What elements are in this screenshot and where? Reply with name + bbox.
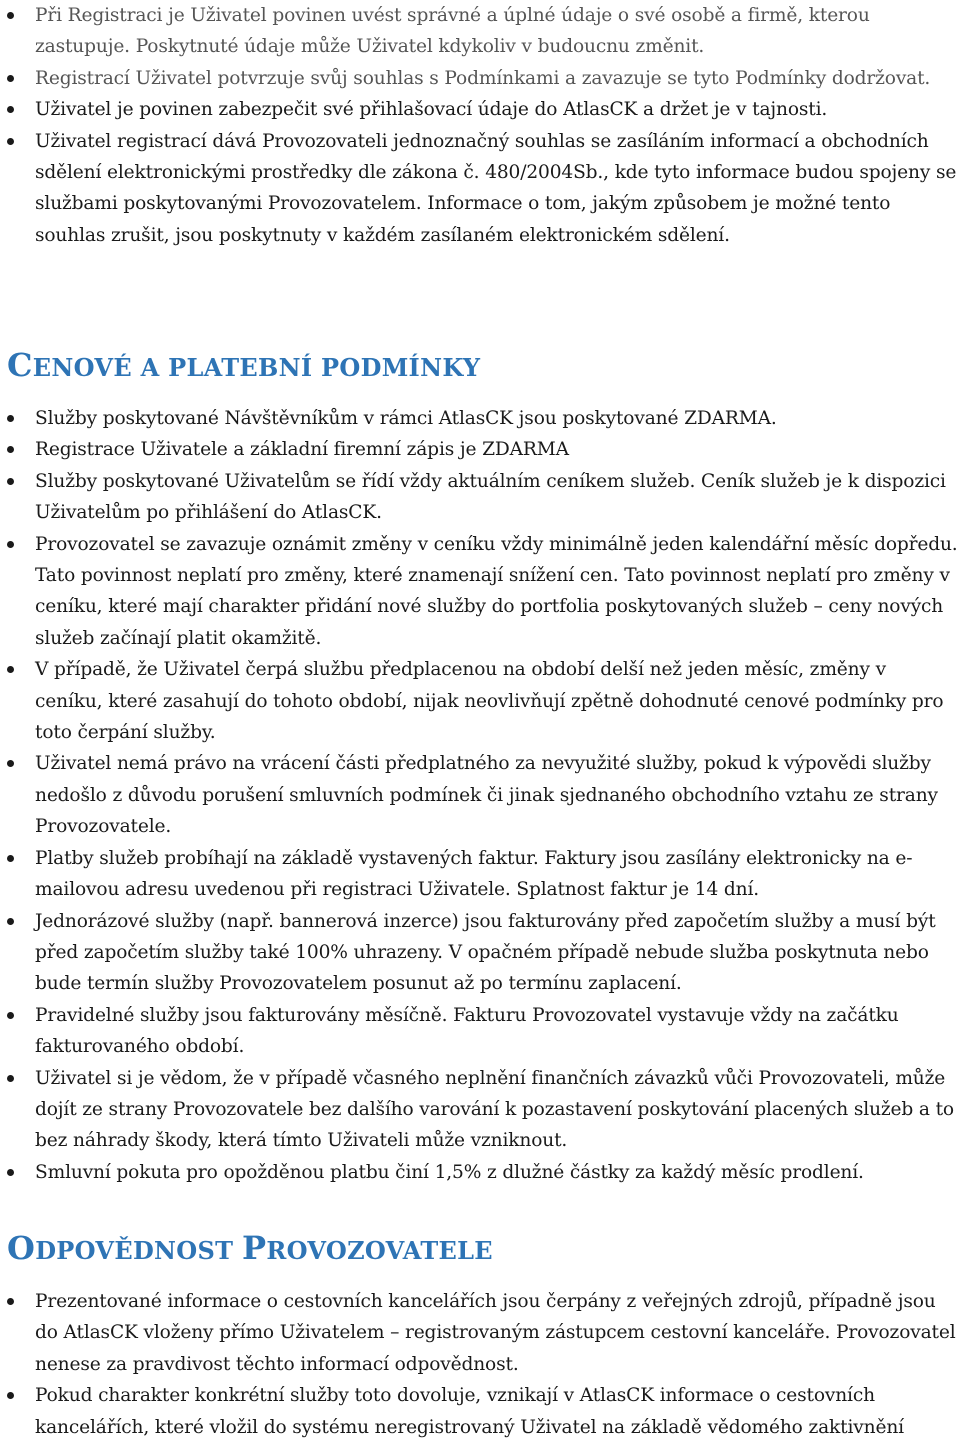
list-item-text-continued: , kde tyto informace budou spojeny se službami poskytovanými Provozovatelem. Informace o tom, jakým způsobem je možné tento souhlas zrušit, jsou poskytnuty v každém zasílaném elektronickém sdělení. xyxy=(35,162,957,246)
list-item xyxy=(0,529,960,655)
heading-rest: ENOVÉ A PLATEBNÍ PODMÍNKY xyxy=(32,353,481,382)
bullet-icon xyxy=(7,1298,14,1305)
list-item xyxy=(0,906,960,1000)
list-item xyxy=(0,1380,960,1443)
list-item xyxy=(0,434,960,465)
list-item xyxy=(0,843,960,906)
list-item-text: Pravidelné služby jsou fakturovány měsíčně. Fakturu Provozovatel vystavuje vždy na začátku fakturovaného období. xyxy=(35,1004,899,1058)
list-item-text: Platby služeb probíhají na základě vystavených faktur. Faktury jsou zasílány elektronicky na e-mailovou adresu uvedenou při registraci Uživatele. Splatnost faktur je 14 dní. xyxy=(35,847,913,901)
list-item-text: V případě, že Uživatel čerpá službu předplacenou na období delší než jeden měsíc, změny v ceníku, které zasahují do tohoto období, nijak neovlivňují zpětně dohodnuté cenové podmínky pro toto čerpání služby. xyxy=(35,659,944,744)
bullet-icon xyxy=(7,446,14,453)
list-item-text: Registrace Uživatele a základní firemní zápis je ZDARMA xyxy=(35,439,569,461)
list-item-text: Služby poskytované Uživatelům se řídí vždy aktuálním ceníkem služeb. Ceník služeb je k dispozici Uživatelům po přihlášení do AtlasCK. xyxy=(35,470,946,524)
bullet-icon xyxy=(7,1392,14,1399)
list-item xyxy=(0,1286,960,1380)
heading-initial-2: P xyxy=(241,1229,267,1267)
section-heading-liability xyxy=(0,1229,493,1267)
list-item-text: Pokud charakter konkrétní služby toto dovoluje, vznikají v AtlasCK informace o cestovních kancelářích, které vložil do systému neregistrovaný Uživatel na základě vědomého zaktivnění xyxy=(35,1385,904,1438)
list-item-text: Uživatel je povinen zabezpečit své přihlašovací údaje do AtlasCK a držet je v tajnosti. xyxy=(35,99,828,121)
pricing-list xyxy=(0,403,960,1188)
list-item-text: Uživatel si je vědom, že v případě včasného neplnění finančních závazků vůči Provozovateli, může dojít ze strany Provozovatele bez dalšího varování k pozastavení poskytování placených služeb a to bez náhrady škody, která tímto Uživateli může vzniknout. xyxy=(35,1067,954,1152)
bullet-icon xyxy=(7,918,14,925)
list-item xyxy=(0,748,960,842)
list-item-text: Uživatel registrací dává Provozovateli jednoznačný souhlas se zasíláním informací a obchodních sdělení elektronickými prostředky dle zákona č. 480/2004Sb. xyxy=(35,130,929,184)
heading-rest-2: ROVOZOVATELE xyxy=(266,1236,493,1265)
liability-list xyxy=(0,1286,960,1443)
list-item xyxy=(0,466,960,529)
bullet-icon xyxy=(7,12,14,19)
list-item xyxy=(0,0,960,63)
bullet-icon xyxy=(7,75,14,82)
bullet-icon xyxy=(7,1169,14,1176)
list-item xyxy=(0,94,960,125)
list-item xyxy=(0,1000,960,1063)
bullet-icon xyxy=(7,760,14,767)
bullet-icon xyxy=(7,478,14,485)
section-heading-pricing xyxy=(0,346,480,384)
list-item xyxy=(0,403,960,434)
list-item-text: Registrací Uživatel potvrzuje svůj souhlas s Podmínkami a zavazuje se tyto Podmínky dodržovat. xyxy=(35,67,931,89)
list-item xyxy=(0,1157,960,1188)
list-item xyxy=(0,63,960,94)
list-item xyxy=(0,126,960,252)
list-item-text: Jednorázové služby (např. bannerová inzerce) jsou fakturovány před započetím služby a musí být před započetím služby také 100% uhrazeny. V opačném případě nebude služba poskytnuta nebo bude termín služby Provozovatelem posunut až po termínu zaplacení. xyxy=(35,910,936,995)
heading-initial: O xyxy=(7,1229,36,1267)
list-item-text: Při Registraci je Uživatel povinen uvést správné a úplné údaje o své osobě a firmě, kterou zastupuje. Poskytnuté údaje může Uživatel kdykoliv v budoucnu změnit. xyxy=(35,5,870,58)
list-item-text: Služby poskytované Návštěvníkům v rámci AtlasCK jsou poskytované ZDARMA. xyxy=(35,408,777,429)
list-item xyxy=(0,654,960,748)
intro-list xyxy=(0,0,960,251)
bullet-icon xyxy=(7,1012,14,1019)
list-item-text: Prezentované informace o cestovních kancelářích jsou čerpány z veřejných zdrojů, případně jsou do AtlasCK vloženy přímo Uživatelem – registrovaným zástupcem cestovní kanceláře. Provozovatel nenese za pravdivost těchto informací odpovědnost. xyxy=(35,1291,956,1375)
bullet-icon xyxy=(7,855,14,862)
heading-rest: DPOVĚDNOST xyxy=(35,1236,242,1265)
list-item-text: Provozovatel se zavazuje oznámit změny v ceníku vždy minimálně jeden kalendářní měsíc dopředu. Tato povinnost neplatí pro změny, které znamenají snížení cen. Tato povinnost neplatí pro změny v ceníku, které mají charakter přidání nové služby do portfolia poskytovaných služeb – ceny nových služeb začínají platit okamžitě. xyxy=(35,533,958,649)
bullet-icon xyxy=(7,106,14,113)
list-item-text: Smluvní pokuta pro opožděnou platbu činí 1,5% z dlužné částky za každý měsíc prodlení. xyxy=(35,1161,864,1183)
bullet-icon xyxy=(7,138,14,145)
bullet-icon xyxy=(7,415,14,422)
list-item xyxy=(0,1063,960,1157)
list-item-text: Uživatel nemá právo na vrácení části předplatného za nevyužité služby, pokud k výpovědi služby nedošlo z důvodu porušení smluvních podmínek či jinak sjednaného obchodního vztahu ze strany Provozovatele. xyxy=(35,753,938,838)
bullet-icon xyxy=(7,541,14,548)
heading-initial: C xyxy=(7,346,33,384)
bullet-icon xyxy=(7,1075,14,1082)
bullet-icon xyxy=(7,666,14,673)
